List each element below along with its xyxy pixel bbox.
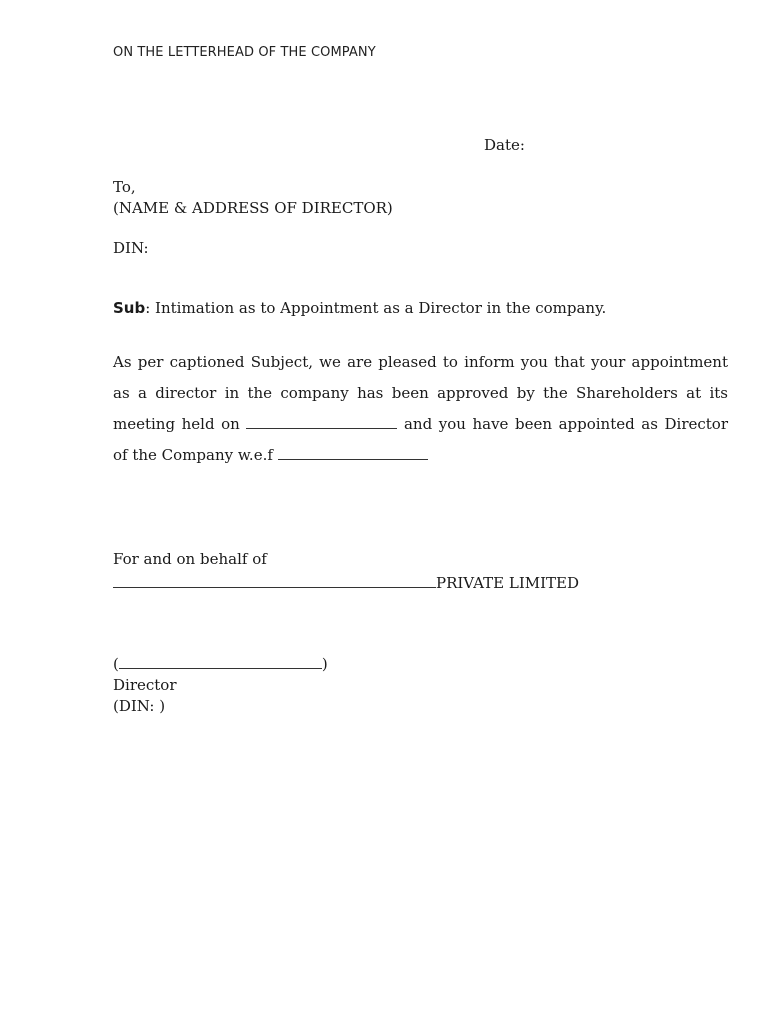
signature-close-paren: ) — [321, 655, 328, 673]
din-label: DIN: — [113, 239, 149, 257]
signature-block — [113, 654, 328, 717]
to-label: To, — [113, 178, 136, 196]
signature-open-paren: ( — [113, 655, 119, 673]
letterhead-note: ON THE LETTERHEAD OF THE COMPANY — [113, 45, 376, 60]
body-text-part2: and you have been appointed as Director of the Company w.e.f — [113, 415, 728, 464]
signatory-din: (DIN: ) — [113, 697, 166, 715]
company-name-line — [113, 571, 579, 595]
company-suffix: PRIVATE LIMITED — [436, 574, 580, 592]
date-label: Date: — [484, 136, 525, 154]
signatory-title: Director — [113, 676, 177, 694]
effective-date-blank — [278, 445, 428, 460]
signature-name-blank — [119, 654, 322, 669]
subject-text: : Intimation as to Appointment as a Director in the company. — [145, 299, 607, 317]
recipient-block — [113, 177, 393, 219]
body-text-part1: As per captioned Subject, we are pleased to inform you that your appointment as a director in the company has been approved by the Shareholders at its meeting held on — [113, 353, 728, 433]
subject-label: Sub — [113, 299, 146, 317]
body-paragraph — [113, 347, 728, 471]
subject-line — [113, 299, 728, 317]
addressee-placeholder: (NAME & ADDRESS OF DIRECTOR) — [113, 199, 393, 217]
closing-block — [113, 547, 579, 595]
company-name-blank — [113, 573, 436, 588]
signature-line — [113, 654, 328, 675]
meeting-date-blank — [246, 414, 397, 429]
behalf-text: For and on behalf of — [113, 550, 267, 568]
